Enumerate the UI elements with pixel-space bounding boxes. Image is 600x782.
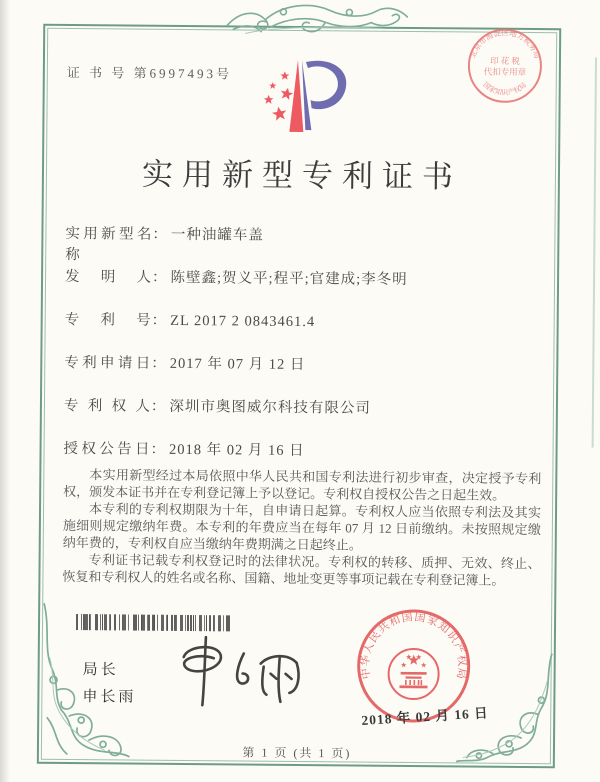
field-label: 专利号 <box>64 311 151 329</box>
body-paragraph: 专利证书记载专利权登记时的法律状况。专利权的转移、质押、无效、终止、恢复和专利权人的姓名或名称、国籍、地址变更等事项记载在专利登记簿上。 <box>62 552 541 588</box>
signer-title: 局长 <box>82 661 119 679</box>
field-label: 授权公告日 <box>63 440 150 458</box>
field-label: 实用新型名称 <box>65 225 152 264</box>
svg-text:中华人民共和国国家知识产权局 <box>357 610 470 681</box>
field-label: 专利权人 <box>63 397 151 415</box>
field-label: 发明人 <box>64 268 152 286</box>
field-colon: ： <box>152 226 168 243</box>
seal-date: 2018 年 02 月 16 日 <box>361 705 490 728</box>
field-value: 陈壁鑫;贺义平;程平;官建成;李冬明 <box>170 269 408 288</box>
field-colon: ： <box>151 355 166 372</box>
legal-text-block <box>62 466 541 589</box>
top-scroll-ornament-icon <box>225 0 410 41</box>
footer-page-number: 第 1 页 (共 1 页) <box>242 745 352 761</box>
scan-edge-shadow <box>0 0 10 782</box>
field-colon: ： <box>151 269 167 286</box>
cnipa-logo-icon <box>245 50 360 147</box>
seal-national-emblem <box>388 649 438 699</box>
field-value: 2017 年 07 月 12 日 <box>169 355 306 374</box>
field-value: 深圳市奥图威尔科技有限公司 <box>169 398 371 417</box>
signer-name: 申长雨 <box>82 688 137 706</box>
field-value: ZL 2017 2 0843461.4 <box>170 312 316 331</box>
tax-stamp-arc-bottom-text: 国家知识产权局 <box>481 80 529 97</box>
body-paragraph: 本实用新型经过本局依照中华人民共和国专利法进行初步审查，决定授予专利权，颁发本证书并在专利登记簿上予以登记。专利权自授权公告之日起生效。 <box>63 467 542 503</box>
field-colon: ： <box>150 441 166 458</box>
barcode <box>76 614 230 631</box>
field-row-patent-number <box>64 308 534 355</box>
field-row-patentee <box>64 394 534 441</box>
body-paragraph: 本专利的专利权期限为十年，自申请日起算。专利权人应当依照专利法及其实施细则规定缴纳年费。本专利的年费应当在每年 07 月 12 日前缴纳。未按照规定缴纳年费的，专利权自应当缴纳年费期满之日起终止。 <box>62 501 542 553</box>
tax-stamp-center-line2: 代扣专用章 <box>483 66 527 77</box>
signer-block <box>82 656 136 710</box>
certificate-title: 实用新型专利证书 <box>141 156 463 195</box>
field-colon: ： <box>150 398 166 415</box>
field-row-filing-date <box>64 351 534 398</box>
field-row-inventors <box>65 265 535 312</box>
field-colon: ： <box>151 312 167 329</box>
seal-ring-text: 中华人民共和国国家知识产权局 <box>359 611 469 681</box>
tax-stamp-center-line1: 印 花 税 <box>490 55 520 66</box>
certificate-number: 证 书 号 第6997493号 <box>66 64 233 82</box>
field-value: 一种油罐车盖 <box>170 226 265 244</box>
svg-text:国家知识产权局 <box>481 80 528 97</box>
field-value: 2018 年 02 月 16 日 <box>168 441 305 460</box>
underlying-sheet-edge <box>592 58 597 448</box>
tax-stamp-arc-top-text: 北京市海淀区地方税务局 <box>468 28 542 60</box>
field-list <box>63 222 535 484</box>
stamp-tax-seal-icon <box>465 25 546 106</box>
field-row-name <box>65 222 535 269</box>
field-label: 专利申请日 <box>64 354 151 372</box>
signature-shen-changyu-icon <box>167 631 308 714</box>
